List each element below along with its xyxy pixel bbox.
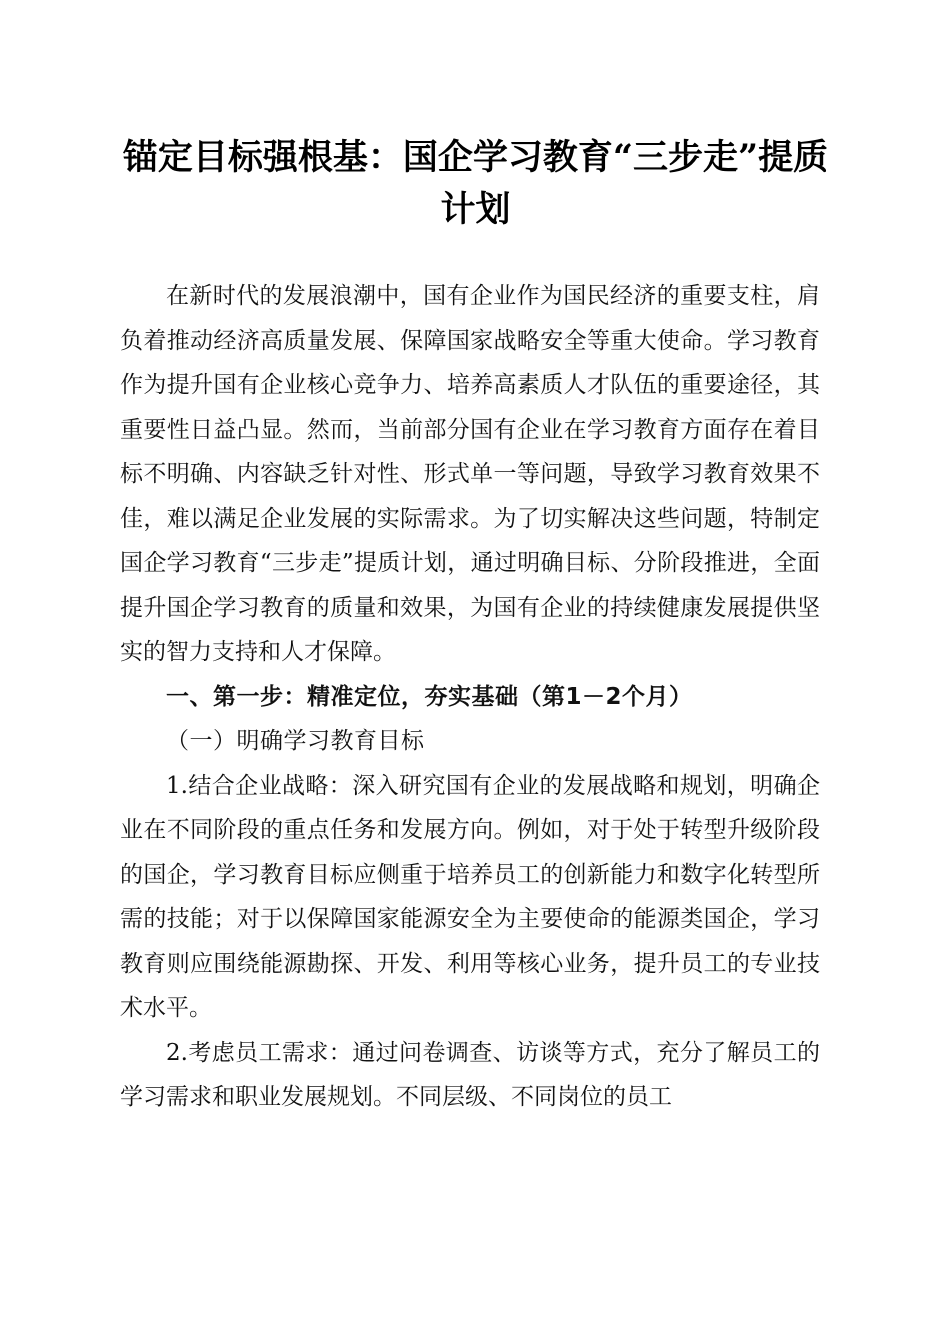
subsection-heading-goals: （一）明确学习教育目标: [166, 728, 425, 754]
section-heading-step-one: 一、第一步：精准定位，夯实基础（第1－2个月）: [166, 683, 693, 710]
document-title: 锚定目标强根基：国企学习教育“三步走”提质计划: [122, 137, 829, 230]
intro-paragraph: 在新时代的发展浪潮中，国有企业作为国民经济的重要支柱，肩负着推动经济高质量发展、保障国家战略安全等重大使命。学习教育作为提升国有企业核心竞争力、培养高素质人才队伍的重要途径，其重要性日益凸显。然而，当前部分国有企业在学习教育方面存在着目标不明确、内容缺乏针对性、形式单一等问题，导致学习教育效果不佳，难以满足企业发展的实际需求。为了切实解决这些问题，特制定国企学习教育“三步走”提质计划，通过明确目标、分阶段推进，全面提升国企学习教育的质量和效果，为国有企业的持续健康发展提供坚实的智力支持和人才保障。: [120, 283, 820, 665]
document-body: [120, 274, 820, 1120]
list-item-employee-needs: 2.考虑员工需求：通过问卷调查、访谈等方式，充分了解员工的学习需求和职业发展规划。不同层级、不同岗位的员工: [120, 1039, 820, 1110]
list-item-enterprise-strategy: 1.结合企业战略：深入研究国有企业的发展战略和规划，明确企业在不同阶段的重点任务和发展方向。例如，对于处于转型升级阶段的国企，学习教育目标应侧重于培养员工的创新能力和数字化转型所需的技能；对于以保障国家能源安全为主要使命的能源类国企，学习教育则应围绕能源勘探、开发、利用等核心业务，提升员工的专业技术水平。: [120, 772, 820, 1021]
